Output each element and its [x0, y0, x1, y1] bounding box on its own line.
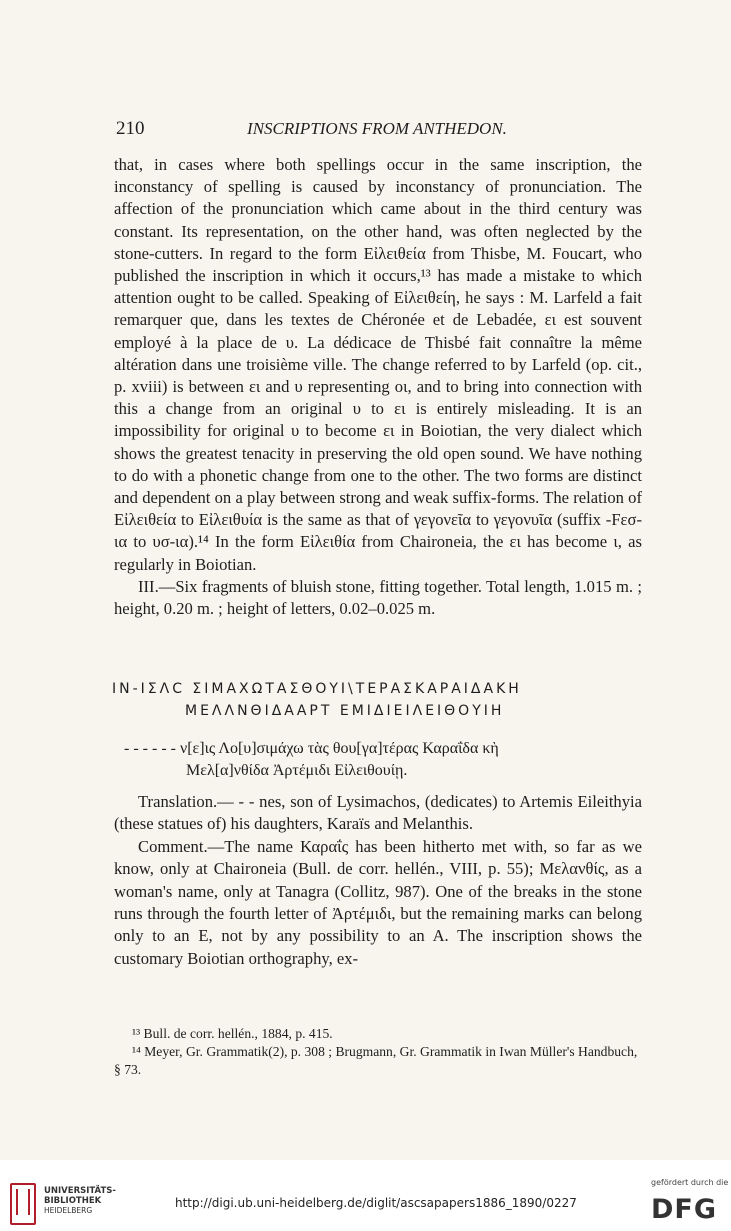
- footnote-13: ¹³ Bull. de corr. hellén., 1884, p. 415.: [132, 1026, 333, 1041]
- library-name-line-1: UNIVERSITÄTS-: [44, 1186, 116, 1196]
- paragraph-1: that, in cases where both spellings occur in the same inscription, the inconstancy of spelling is caused by inconstancy of pronunciation. The affection of the pronunciation which came about in the third century was constant. Its representation, on the other hand, was often neglected by the stone-cutters. In regard to the form Εἰλειθεία from Thisbe, M. Foucart, who published the inscription in which it occurs,¹³ has made a mistake to which attention ought to be called. Speaking of Εἰλειθείη, he says : M. Larfeld a fait remarquer que, dans les textes de Chéronée et de Lebadée, ει est souvent employé à la place de υ. La dédicace de Thisbé fait connaître la même altération dans une troisième ville. The change referred to by Larfeld (op. cit., p. xviii) is between ει and υ representing οι, and to bring into connection with this a change from an original υ to ει is entirely misleading. It is an impossibility for original υ to become ει in Boiotian, the very dialect which shows the greatest tenacity in preserving the old open sound. We have nothing to do with a phonetic change from one to the other. The two forms are distinct and dependent on a play between strong and weak suffix-forms. The relation of Εἰλειθεία to Εἰλειθυία is the same as that of γεγονεῖα to γεγονυῖα (suffix -Fεσ-ια to υσ-ια).¹⁴ In the form Εἰλειθία from Chaironeia, the ει has become ι, as regularly in Boiotian.: [114, 155, 642, 574]
- transliteration: [114, 738, 642, 782]
- library-name[interactable]: [44, 1186, 116, 1216]
- library-name-line-2: BIBLIOTHEK: [44, 1196, 102, 1206]
- library-logo-icon[interactable]: [10, 1183, 36, 1225]
- comment-paragraph: Comment.—The name Καραΐς has been hitherto met with, so far as we know, only at Chaironeia (Bull. de corr. hellén., VIII, p. 55); Μελανθίς, as a woman's name, only at Tanagra (Collitz, 987). One of the breaks in the stone runs through the fourth letter of Ἀρτέμιδι, but the remaining marks can belong only to an E, not by any possibility to an A. The inscription shows the customary Boiotian orthography, ex-: [114, 836, 642, 968]
- transliteration-line-2: Μελ[α]νθίδα Ἀρτέμιδι Εἰλειθουίῃ.: [186, 762, 408, 779]
- library-name-line-3: HEIDELBERG: [44, 1206, 93, 1215]
- page-header: [112, 118, 642, 144]
- funding-label: gefördert durch die: [651, 1178, 729, 1187]
- dfg-logo[interactable]: DFG: [651, 1194, 718, 1225]
- running-title: INSCRIPTIONS FROM ANTHEDON.: [247, 119, 507, 138]
- footnotes: [114, 1025, 642, 1079]
- page-number: 210: [116, 118, 145, 139]
- inscription-line-2: ΜΕΛΛΝΘΙΔΑΑΡΤ ΕΜΙΔΙΕΙΛΕΙΘΟΥΙΗ: [185, 703, 505, 719]
- inscription-line-1: ΙΝ-ΙΣΛC ΣΙΜΑΧΩΤΑΣΘΟΥΙ\ΤΕΡΑΣΚΑΡΑΙΔΑΚΗ: [112, 681, 522, 697]
- permalink-url[interactable]: http://digi.ub.uni-heidelberg.de/diglit/ascsapapers1886_1890/0227: [175, 1196, 577, 1210]
- translation-paragraph: Translation.— - - nes, son of Lysimachos, (dedicates) to Artemis Eileithyia (these statues of) his daughters, Karaïs and Melanthis.: [114, 792, 642, 834]
- main-text: [114, 154, 642, 620]
- paragraph-2: III.—Six fragments of bluish stone, fitting together. Total length, 1.015 m. ; height, 0.20 m. ; height of letters, 0.02–0.025 m.: [114, 576, 642, 619]
- footnote-14: ¹⁴ Meyer, Gr. Grammatik(2), p. 308 ; Brugmann, Gr. Grammatik in Iwan Müller's Handbuch, § 73.: [114, 1044, 638, 1077]
- commentary: [114, 791, 642, 970]
- transliteration-line-1: - - - - - - ν[ε]ις Λο[υ]σιμάχω τὰς θου[γα]τέρας Καραΐδα κὴ: [124, 740, 499, 757]
